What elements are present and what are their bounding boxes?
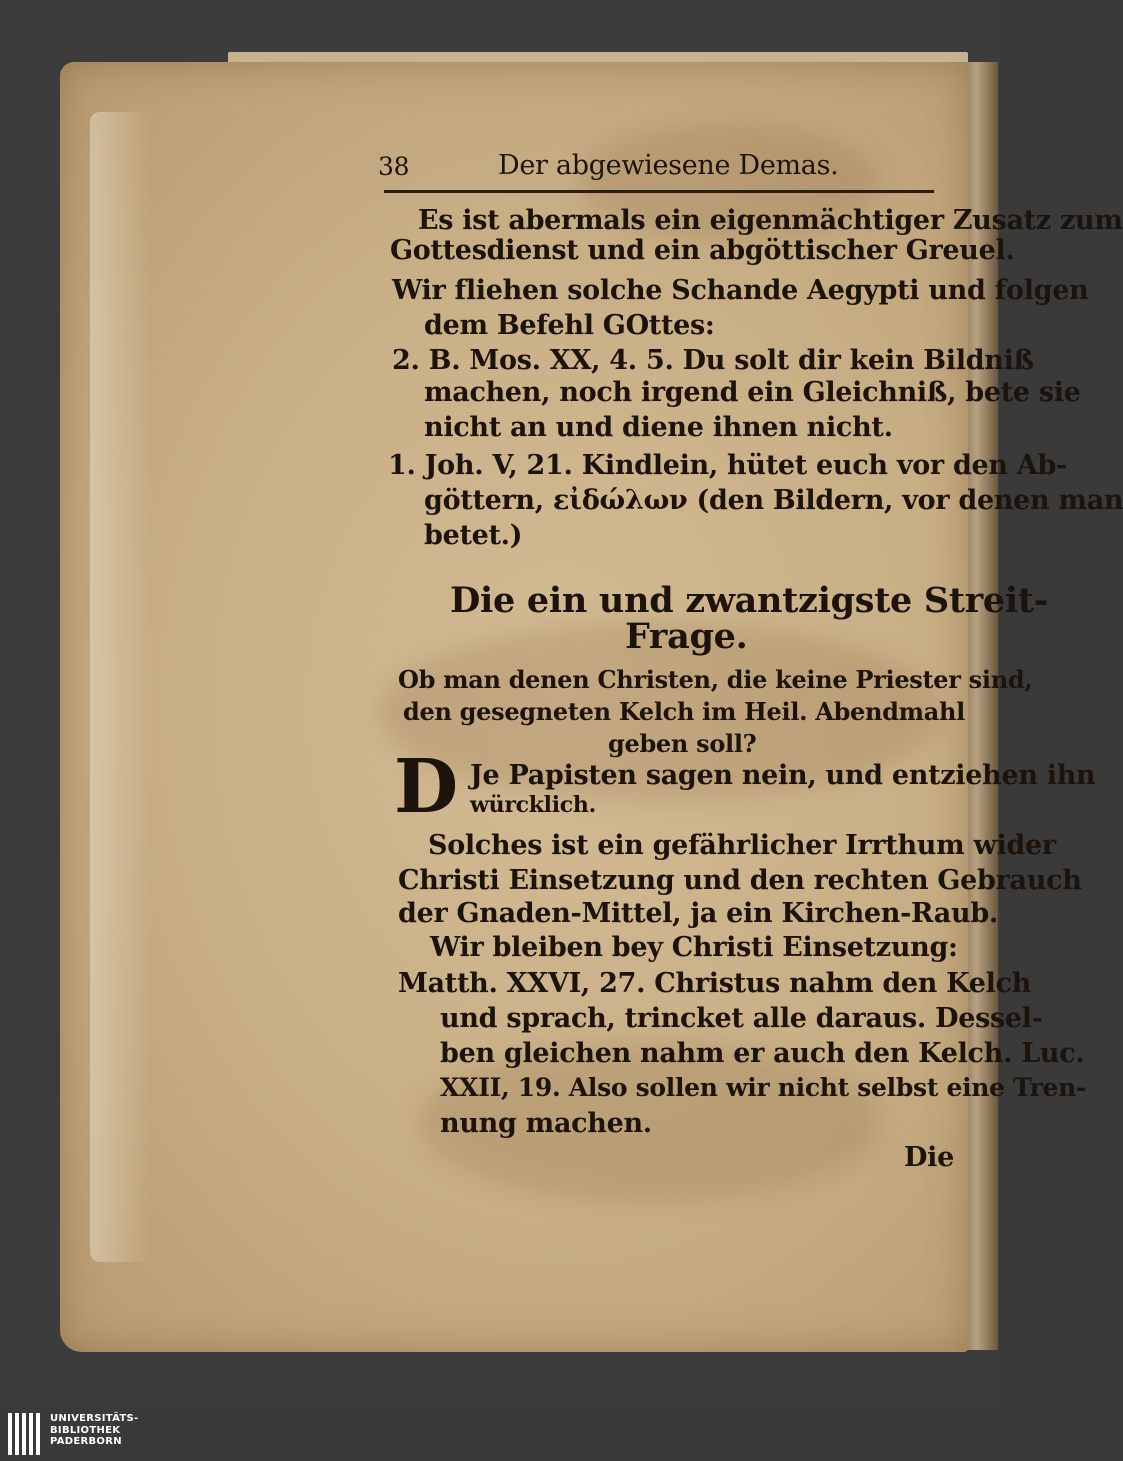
body-line: dem Befehl GOttes: (424, 310, 715, 341)
answer-line: Wir bleiben bey Christi Einsetzung: (430, 932, 958, 963)
catchword: Die (904, 1142, 954, 1173)
library-name (50, 1413, 139, 1448)
answer-line: Christi Einsetzung und den rechten Gebrauch (398, 865, 1082, 896)
answer-line: und sprach, trincket alle daraus. Dessel- (440, 1003, 1043, 1034)
answer-line: der Gnaden-Mittel, ja ein Kirchen-Raub. (398, 898, 999, 929)
body-line: Es ist abermals ein eigenmächtiger Zusatz zum (418, 205, 1123, 236)
answer-line: ben gleichen nahm er auch den Kelch. Luc. (440, 1038, 1085, 1069)
library-name-line: PADERBORN (50, 1436, 122, 1447)
question-line: geben soll? (608, 729, 757, 758)
body-line: nicht an und diene ihnen nicht. (424, 412, 893, 443)
library-name-line: BIBLIOTHEK (50, 1424, 121, 1436)
answer-line: Matth. XXVI, 27. Christus nahm den Kelch (398, 968, 1032, 999)
answer-line: würcklich. (470, 792, 596, 818)
answer-line: nung machen. (440, 1108, 652, 1139)
body-line: göttern, εἰδώλων (den Bildern, vor denen man (424, 485, 1123, 516)
answer-line: Solches ist ein gefährlicher Irrthum wider (428, 830, 1056, 861)
question-line: den gesegneten Kelch im Heil. Abendmahl (403, 697, 965, 726)
footer-bar (0, 1408, 1000, 1461)
running-head: Der abgewiesene Demas. (498, 150, 839, 181)
question-line: Ob man denen Christen, die keine Priester sind, (398, 665, 1033, 694)
section-heading: Frage. (625, 616, 748, 657)
body-line: 1. Joh. V, 21. Kindlein, hütet euch vor den Ab- (388, 450, 1067, 481)
answer-line: XXII, 19. Also sollen wir nicht selbst eine Tren- (440, 1073, 1087, 1102)
drop-cap: D (394, 744, 459, 830)
body-line: machen, noch irgend ein Gleichniß, bete sie (424, 377, 1081, 408)
header-rule (384, 190, 934, 193)
body-line: Wir fliehen solche Schande Aegypti und folgen (392, 275, 1089, 306)
body-line: 2. B. Mos. XX, 4. 5. Du solt dir kein Bildniß (392, 345, 1034, 376)
answer-line: Je Papisten sagen nein, und entziehen ihn (470, 760, 1096, 791)
library-logo-icon (8, 1413, 42, 1455)
body-line: betet.) (424, 520, 523, 551)
page-number: 38 (378, 152, 410, 181)
body-line: Gottesdienst und ein abgöttischer Greuel. (390, 235, 1015, 266)
section-heading: Die ein und zwantzigste Streit- (450, 580, 1048, 621)
library-name-line: UNIVERSITÄTS- (50, 1413, 139, 1424)
